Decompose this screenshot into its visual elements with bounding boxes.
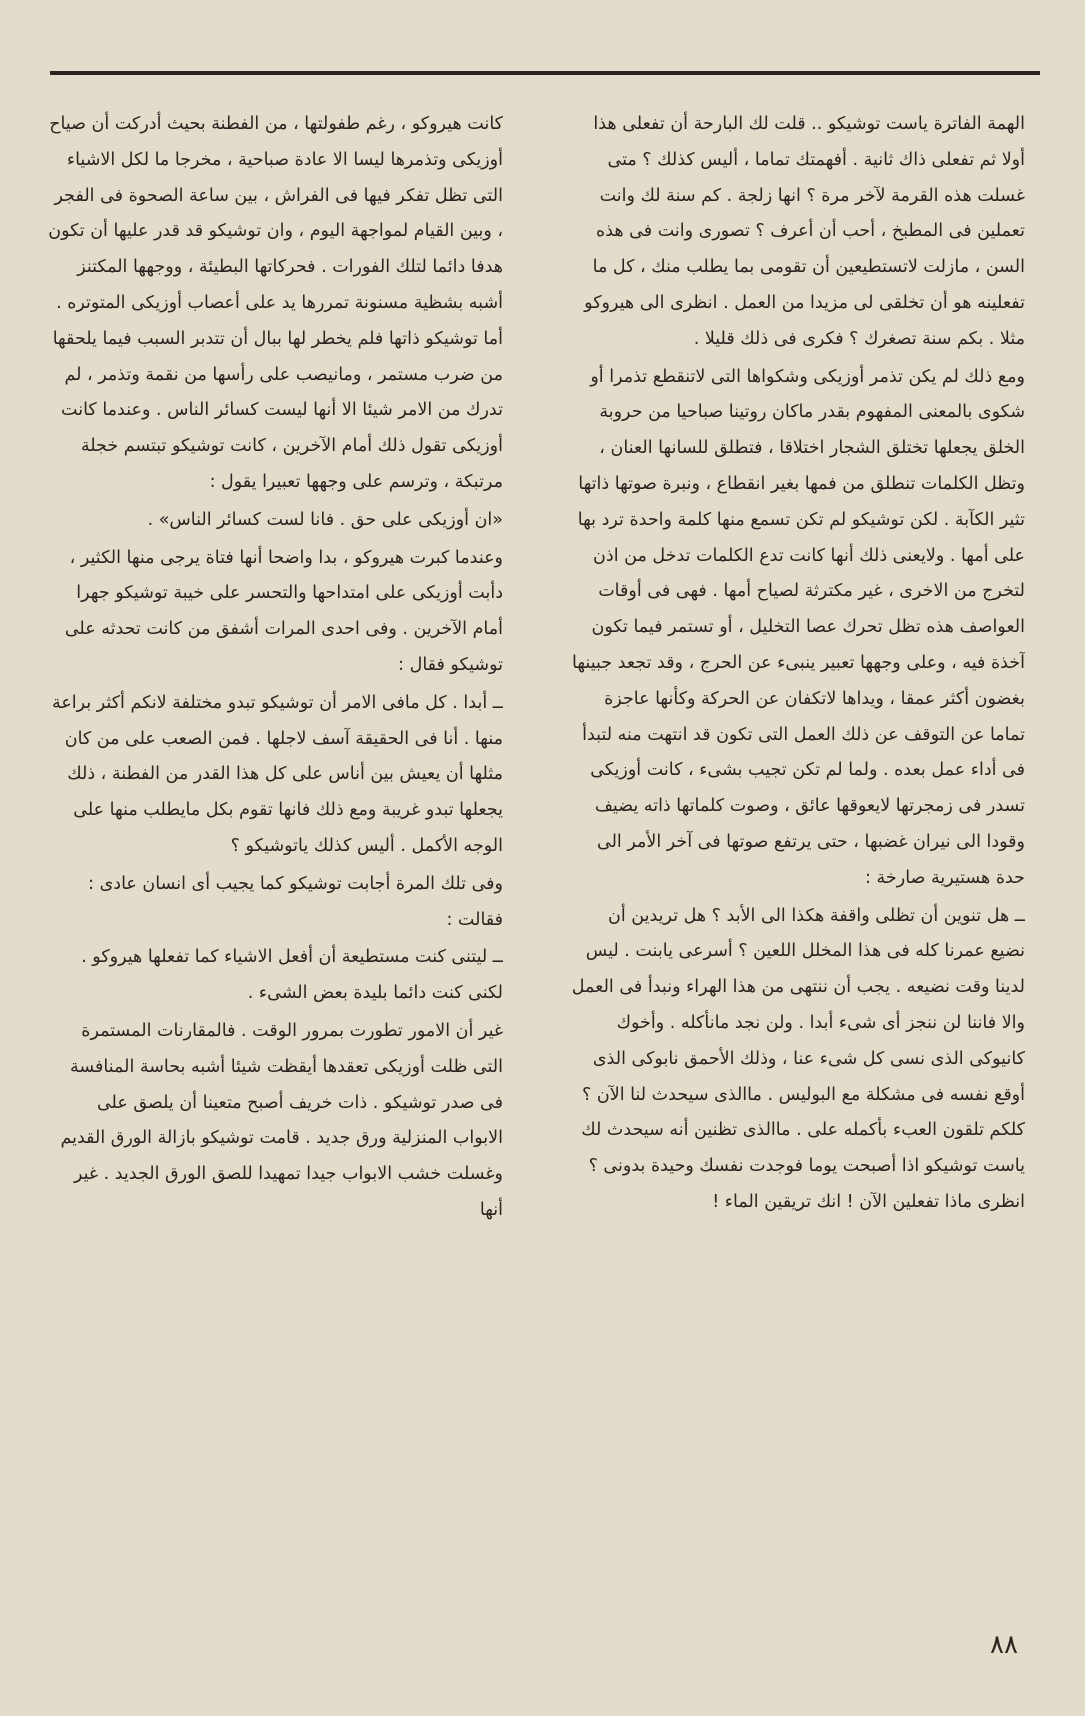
left-column <box>48 107 503 1627</box>
paragraph: كانت هيروكو ، رغم طفولتها ، من الفطنة بحيث أدركت أن صياح أوزيكى وتذمرها ليسا الا عادة صباحية ، مخرجا ما لكل الاشياء التى تظل تفكر فيها فى الفراش ، بين ساعة الصحوة فى الفجر ، وبين القيام لمواجهة اليوم ، وان توشيكو قد قدر عليها أن تكون هدفا دائما لتلك الفورات . فحركاتها البطيئة ، ووجهها المكتنز أشبه بشظية مسنونة تمررها يد على أعصاب أوزيكى المتوتره . أما توشيكو ذاتها فلم يخطر لها ببال أن تتدبر السبب فيما يلحقها من ضرب مستمر ، ومانيصب على رأسها من نقمة وتذمر ، لم تدرك من الامر شيئا الا أنها ليست كسائر الناس . وعندما كانت أوزيكى تقول ذلك أمام الآخرين ، كانت توشيكو تبتسم خجلة مرتبكة ، وترسم على وجهها تعبيرا يقول : <box>48 114 503 492</box>
paragraph: ومع ذلك لم يكن تذمر أوزيكى وشكواها التى لاتنقطع تذمرا أو شكوى بالمعنى المفهوم بقدر ماكان روتينا صباحيا من حروبة الخلق يجعلها تختلق الشجار اختلاقا ، فتطلق للسانها العنان ، وتظل الكلمات تنطلق من فمها بغير انقطاع ، ونبرة صوتها ذاتها تثير الكآبة . لكن توشيكو لم تكن تسمع منها كلمة واحدة ترد بها على أمها . ولايعنى ذلك أنها كانت تدع الكلمات تدخل من اذن لتخرج من الاخرى ، غير مكترثة لصياح أمها . فهى فى أوقات العواصف هذه تظل تحرك عصا التخليل ، أو تستمر فيما تكون آخذة فيه ، وعلى وجهها تعبير ينبىء عن الحرج ، وقد تجعد جبينها بغضون أكثر عمقا ، ويداها لاتكفان عن الحركة وكأنها عاجزة تماما عن التوقف عن ذلك العمل التى تكون قد انتهت منه لتبدأ فى أداء عمل بعده . ولما لم تكن تجيب بشىء ، كانت أوزيكى تسدر فى زمجرتها لايعوقها عائق ، وصوت كلماتها ذاته يضيف وقودا الى نيران غضبها ، حتى يرتفع صوتها فى آخر الأمر الى حدة هستيرية صارخة : <box>572 366 1025 888</box>
right-column <box>570 107 1025 1627</box>
paragraph: وفى تلك المرة أجابت توشيكو كما يجيب أى انسان عادى : فقالت : <box>88 873 503 930</box>
paragraph: ــ هل تنوين أن تظلى واقفة هكذا الى الأبد ؟ هل تريدين أن نضيع عمرنا كله فى هذا المخلل اللعين ؟ أسرعى يابنت . ليس لدينا وقت نضيعه . يجب أن ننتهى من هذا الهراء ونبدأ فى العمل والا فاننا لن ننجز أى شىء أبدا . ولن نجد مانأكله . وأخوك كانيوكى الذى نسى كل شىء عنا ، وذلك الأحمق نابوكى الذى أوقع نفسه فى مشكلة مع البوليس . ماالذى سيحدث لنا الآن ؟ كلكم تلقون العبء بأكمله على . ماالذى تظنين أنه سيحدث لك ياست توشيكو اذا أصبحت يوما فوجدت نفسك وحيدة بدونى ؟ انظرى ماذا تفعلين الآن ! انك تريقين الماء ! <box>571 905 1025 1212</box>
paragraph: الهمة الفاترة ياست توشيكو .. قلت لك البارحة أن تفعلى هذا أولا ثم تفعلى ذاك ثانية . أفهمتك تماما ، أليس كذلك ؟ متى غسلت هذه القرمة لآخر مرة ؟ انها زلجة . كم سنة لك وانت تعملين فى المطبخ ، أحب أن أعرف ؟ تصورى وانت فى هذه السن ، مازلت لاتستطيعين أن تقومى بما يطلب منك ، كل ما تفعلينه هو أن تخلقى لى مزيدا من العمل . انظرى الى هيروكو مثلا . بكم سنة تصغرك ؟ فكرى فى ذلك قليلا . <box>584 114 1025 349</box>
paragraph: وعندما كبرت هيروكو ، بدا واضحا أنها فتاة يرجى منها الكثير ، دأبت أوزيكى على امتداحها والتحسر على خيبة توشيكو جهرا أمام الآخرين . وفى احدى المرات أشفق من كانت تحدثه على توشيكو فقال : <box>64 547 503 675</box>
paragraph: غير أن الامور تطورت بمرور الوقت . فالمقارنات المستمرة التى ظلت أوزيكى تعقدها أيقظت شيئا أشبه بحاسة المنافسة فى صدر توشيكو . ذات خريف أصبح متعينا أن يلصق على الابواب المنزلية ورق جديد . قامت توشيكو بازالة الورق القديم وغسلت خشب الابواب جيدا تمهيدا للصق الورق الجديد . غير أنها <box>60 1020 503 1220</box>
page-number: ٨٨ <box>990 1630 1018 1660</box>
paragraph: ــ ليتنى كنت مستطيعة أن أفعل الاشياء كما تفعلها هيروكو . لكنى كنت دائما بليدة بعض الشىء . <box>81 947 503 1004</box>
paragraph: «ان أوزيكى على حق . فانا لست كسائر الناس» . <box>147 509 503 530</box>
paragraph: ــ أبدا . كل مافى الامر أن توشيكو تبدو مختلفة لانكم أكثر براعة منها . أنا فى الحقيقة آسف لاجلها . فمن الصعب على من كان مثلها أن يعيش بين أناس على كل هذا القدر من الفطنة ، ذلك يجعلها تبدو غريبة ومع ذلك فانها تقوم بكل مايطلب منها على الوجه الأكمل . أليس كذلك ياتوشيكو ؟ <box>51 692 503 856</box>
header-rule <box>50 71 1040 75</box>
